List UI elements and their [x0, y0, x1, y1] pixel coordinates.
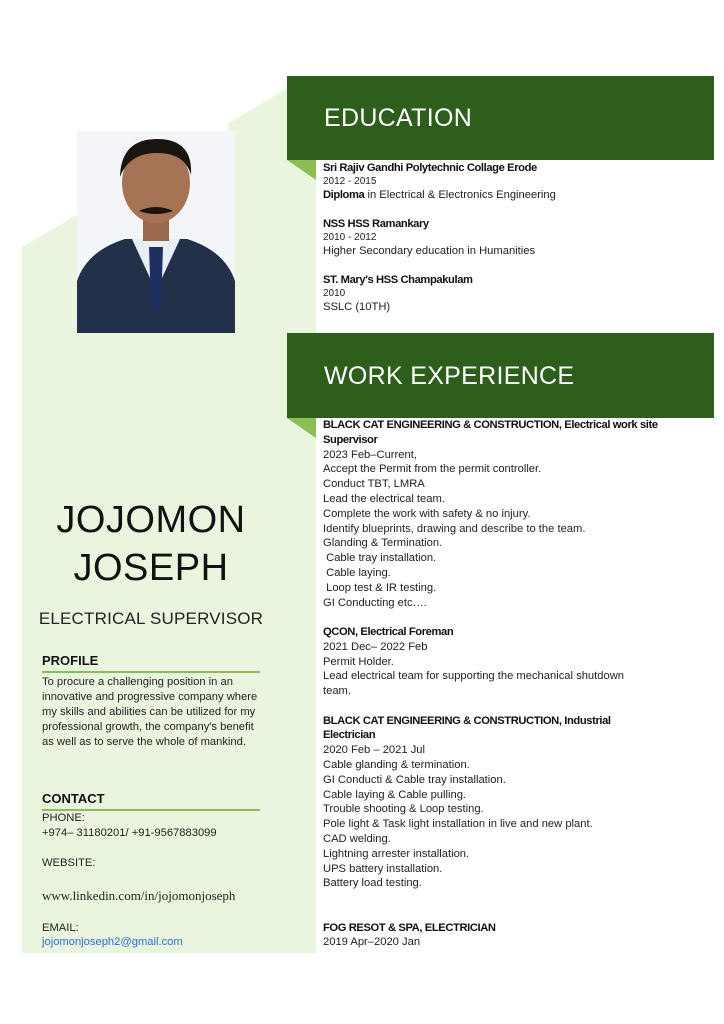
- first-name: JOJOMON: [56, 499, 246, 541]
- job-duty: Permit Holder.: [323, 655, 394, 668]
- email-link[interactable]: jojomonjoseph2@gmail.com: [42, 936, 183, 948]
- job-duty: Lead electrical team for supporting the mechanical shutdown: [323, 670, 624, 683]
- degree-bold: Diploma: [323, 188, 365, 201]
- school-name: NSS HSS Ramankary: [323, 218, 429, 231]
- job-duty: Cable laying.: [323, 566, 391, 579]
- school-degree: [323, 188, 708, 203]
- job-duty: Conduct TBT, LMRA: [323, 478, 425, 491]
- phone-label: PHONE:: [42, 812, 85, 824]
- education-item: [323, 161, 708, 203]
- job-title-continued: Supervisor: [323, 433, 378, 446]
- job-entry: [323, 625, 708, 699]
- school-name: ST. Mary's HSS Champakulam: [323, 274, 473, 287]
- job-duty: UPS battery installation.: [323, 862, 443, 875]
- school-degree: Higher Secondary education in Humanities: [323, 244, 536, 257]
- education-item: [323, 217, 708, 259]
- job-duty: Complete the work with safety & no injury.: [323, 507, 531, 520]
- school-years: 2010 - 2012: [323, 231, 377, 243]
- job-period: 2020 Feb – 2021 Jul: [323, 744, 426, 757]
- profile-photo: [77, 131, 235, 333]
- job-period: 2023 Feb–Current,: [323, 448, 417, 461]
- school-years: 2012 - 2015: [323, 175, 377, 187]
- contact-heading: CONTACT: [42, 791, 260, 811]
- job-duty: team.: [323, 685, 351, 698]
- email-label: EMAIL:: [42, 922, 79, 934]
- job-duty: Cable glanding & termination.: [323, 758, 470, 771]
- job-duty: Glanding & Termination.: [323, 537, 443, 550]
- education-section: [323, 161, 708, 315]
- website-link[interactable]: www.linkedin.com/in/jojomonjoseph: [42, 888, 236, 903]
- job-duty: GI Conducting etc….: [323, 596, 427, 609]
- job-duty: Pole light & Task light installation in live and new plant.: [323, 818, 593, 831]
- school-name: Sri Rajiv Gandhi Polytechnic Collage Erode: [323, 162, 537, 174]
- school-degree: SSLC (10TH): [323, 301, 391, 314]
- job-entry: [323, 418, 708, 610]
- education-banner: [287, 76, 714, 160]
- job-duty: Identify blueprints, drawing and describe to the team.: [323, 522, 586, 535]
- education-heading: EDUCATION: [324, 104, 473, 132]
- job-duty: Loop test & IR testing.: [323, 581, 437, 594]
- job-title: FOG RESOT & SPA, ELECTRICIAN: [323, 921, 496, 934]
- job-title: BLACK CAT ENGINEERING & CONSTRUCTION, Industrial: [323, 714, 611, 727]
- experience-banner: [287, 333, 714, 418]
- job-duty: GI Conducti & Cable tray installation.: [323, 773, 506, 786]
- profile-text: To procure a challenging position in an innovative and progressive company where my skills and abilities can be utilized for my professional growth, the company's benefit as well as to serve the whole of mankind.: [42, 676, 258, 748]
- job-role: ELECTRICAL SUPERVISOR: [38, 609, 264, 628]
- profile-heading: PROFILE: [42, 653, 260, 673]
- job-entry: [323, 714, 708, 892]
- job-title: QCON, Electrical Foreman: [323, 625, 454, 638]
- job-period: 2021 Dec– 2022 Feb: [323, 640, 428, 653]
- degree-text: in Electrical & Electronics Engineering: [364, 188, 556, 201]
- experience-section: [323, 418, 708, 950]
- job-title: BLACK CAT ENGINEERING & CONSTRUCTION, Electrical work site: [323, 419, 658, 431]
- experience-heading: WORK EXPERIENCE: [324, 362, 575, 390]
- job-duty: Lead the electrical team.: [323, 492, 445, 505]
- website-label: WEBSITE:: [42, 857, 96, 869]
- job-duty: Cable tray installation.: [323, 552, 437, 565]
- job-duty: Trouble shooting & Loop testing.: [323, 803, 484, 816]
- candidate-name: [22, 496, 280, 592]
- job-entry: [323, 921, 708, 951]
- education-item: [323, 273, 708, 315]
- job-period: 2019 Apr–2020 Jan: [323, 936, 421, 949]
- portrait-icon: [77, 131, 235, 333]
- last-name: JOSEPH: [73, 547, 229, 589]
- school-years: 2010: [323, 288, 346, 300]
- job-duty: Lightning arrester installation.: [323, 847, 470, 860]
- job-title-continued: Electrician: [323, 729, 376, 742]
- phone-value: +974– 31180201/ +91-9567883099: [42, 827, 217, 839]
- job-duty: Accept the Permit from the permit controller.: [323, 463, 542, 476]
- job-duty: CAD welding.: [323, 832, 391, 845]
- job-duty: Battery load testing.: [323, 877, 422, 890]
- job-duty: Cable laying & Cable pulling.: [323, 788, 467, 801]
